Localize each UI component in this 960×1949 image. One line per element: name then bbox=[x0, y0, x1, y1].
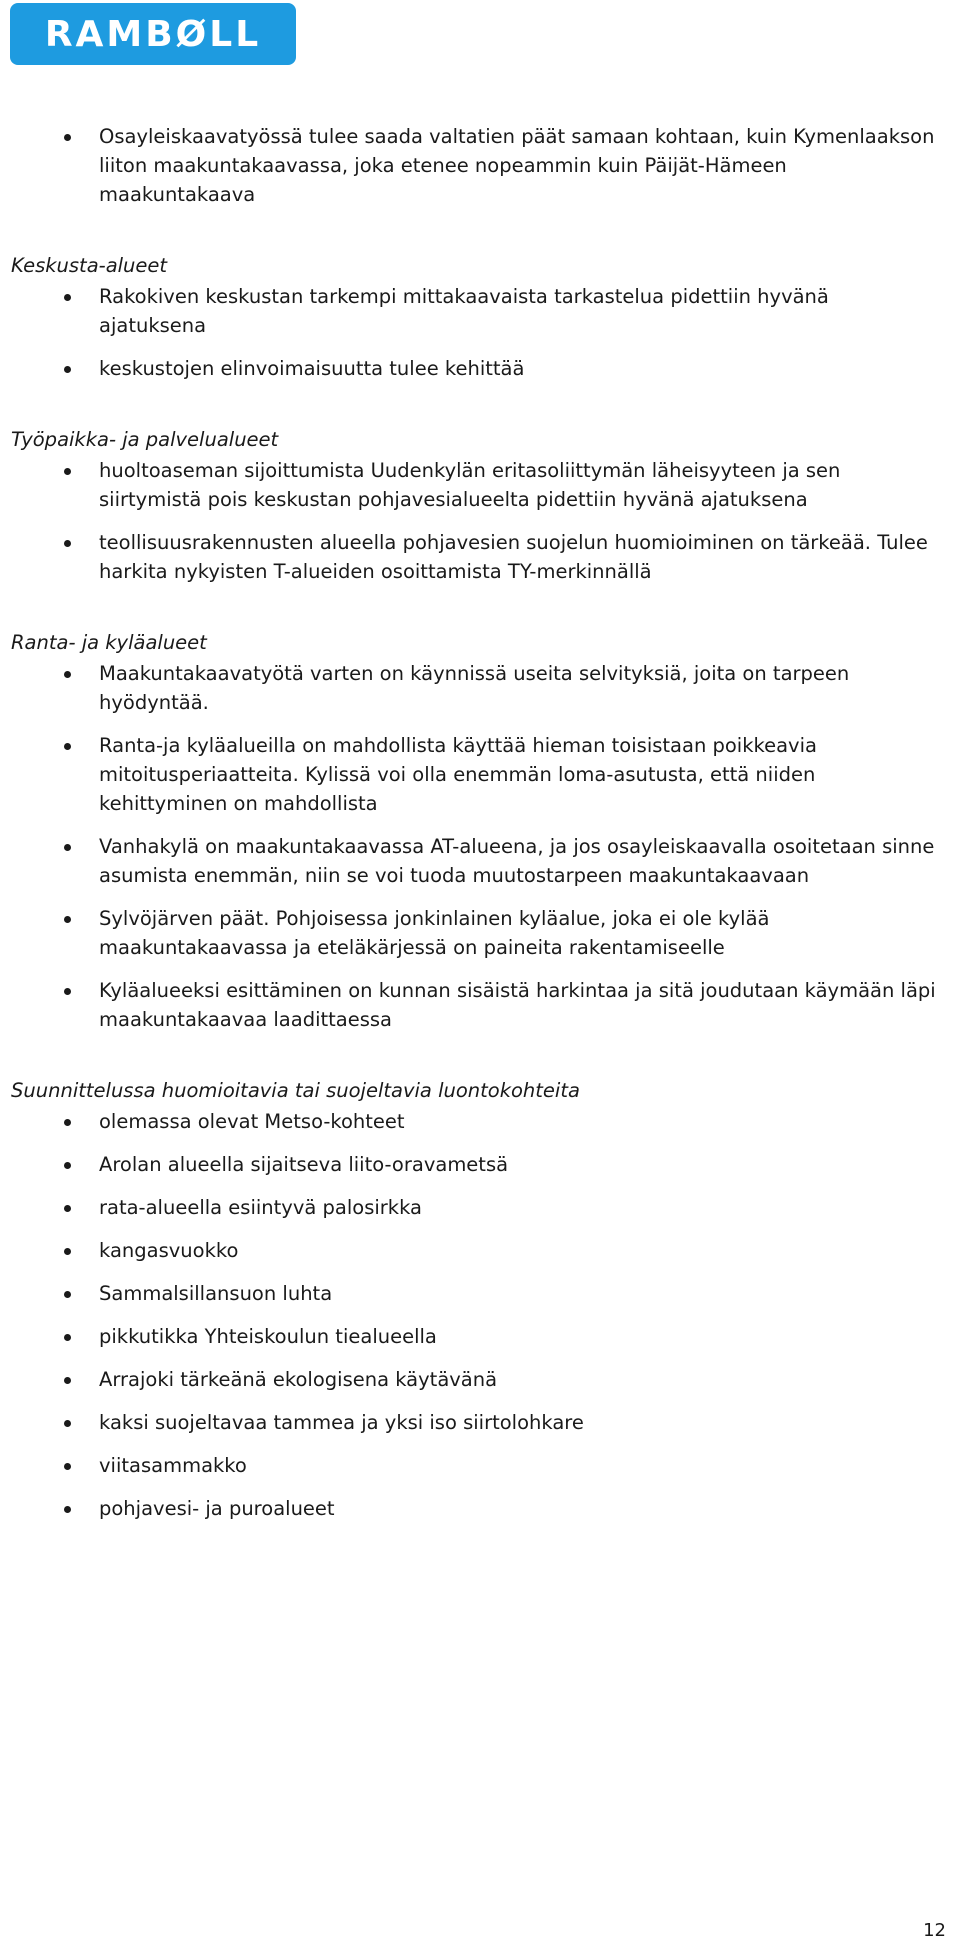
list-item: kangasvuokko bbox=[0, 1236, 960, 1265]
list-item: pikkutikka Yhteiskoulun tiealueella bbox=[0, 1322, 960, 1351]
list-item: Ranta-ja kyläalueilla on mahdollista käyttää hieman toisistaan poikkeavia mitoitusperiaatteita. Kylissä voi olla enemmän loma-asutusta, että niiden kehittyminen on mahdollista bbox=[0, 731, 960, 818]
section-heading: Ranta- ja kyläalueet bbox=[11, 631, 207, 654]
list-item: Sylvöjärven päät. Pohjoisessa jonkinlainen kyläalue, joka ei ole kylää maakuntakaavassa ja eteläkärjessä on paineita rakentamiseelle bbox=[0, 904, 960, 962]
list-item: Osayleiskaavatyössä tulee saada valtatien päät samaan kohtaan, kuin Kymenlaakson liiton maakuntakaavassa, joka etenee nopeammin kuin Päijät-Hämeen maakuntakaava bbox=[0, 122, 960, 209]
intro-list bbox=[0, 122, 960, 209]
list-item: kaksi suojeltavaa tammea ja yksi iso siirtolohkare bbox=[0, 1408, 960, 1437]
list-item: Vanhakylä on maakuntakaavassa AT-alueena, ja jos osayleiskaavalla osoitetaan sinne asumista enemmän, niin se voi tuoda muutostarpeen maakuntakaavaan bbox=[0, 832, 960, 890]
section-heading: Suunnittelussa huomioitavia tai suojeltavia luontokohteita bbox=[11, 1079, 580, 1102]
section-keskusta bbox=[0, 251, 960, 383]
section-tyopaikka bbox=[0, 425, 960, 586]
section-luontokohteet bbox=[0, 1076, 960, 1523]
list-item: rata-alueella esiintyvä palosirkka bbox=[0, 1193, 960, 1222]
list-item: teollisuusrakennusten alueella pohjavesien suojelun huomioiminen on tärkeää. Tulee harkita nykyisten T-alueiden osoittamista TY-merkinnällä bbox=[0, 528, 960, 586]
list-item: Sammalsillansuon luhta bbox=[0, 1279, 960, 1308]
section-heading: Työpaikka- ja palvelualueet bbox=[11, 428, 279, 451]
section-list bbox=[0, 659, 960, 1034]
list-item: Rakokiven keskustan tarkempi mittakaavaista tarkastelua pidettiin hyvänä ajatuksena bbox=[0, 282, 960, 340]
list-item: olemassa olevat Metso-kohteet bbox=[0, 1107, 960, 1136]
list-item: viitasammakko bbox=[0, 1451, 960, 1480]
section-ranta bbox=[0, 628, 960, 1034]
page-number: 12 bbox=[923, 1920, 946, 1941]
list-item: pohjavesi- ja puroalueet bbox=[0, 1494, 960, 1523]
list-item: keskustojen elinvoimaisuutta tulee kehittää bbox=[0, 354, 960, 383]
list-item: Arolan alueella sijaitseva liito-oravametsä bbox=[0, 1150, 960, 1179]
section-list bbox=[0, 1107, 960, 1523]
section-heading: Keskusta-alueet bbox=[11, 254, 168, 277]
list-item: Maakuntakaavatyötä varten on käynnissä useita selvityksiä, joita on tarpeen hyödyntää. bbox=[0, 659, 960, 717]
document-body bbox=[0, 122, 960, 1537]
ramboll-logo bbox=[10, 3, 296, 65]
section-list bbox=[0, 282, 960, 383]
list-item: Kyläalueeksi esittäminen on kunnan sisäistä harkintaa ja sitä joudutaan käymään läpi maakuntakaavaa laadittaessa bbox=[0, 976, 960, 1034]
logo-text: RAMBØLL bbox=[44, 13, 262, 55]
list-item: huoltoaseman sijoittumista Uudenkylän eritasoliittymän läheisyyteen ja sen siirtymistä pois keskustan pohjavesialueelta pidettiin hyvänä ajatuksena bbox=[0, 456, 960, 514]
section-list bbox=[0, 456, 960, 586]
list-item: Arrajoki tärkeänä ekologisena käytävänä bbox=[0, 1365, 960, 1394]
